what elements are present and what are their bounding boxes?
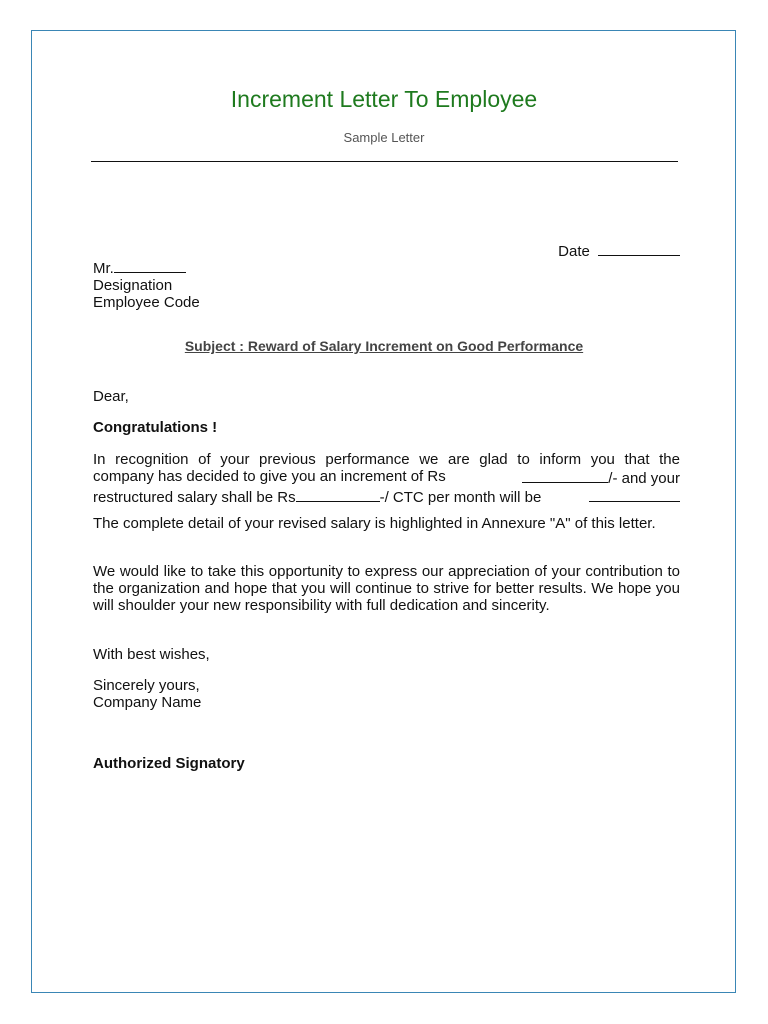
letter-subject: Subject : Reward of Salary Increment on Good Performance bbox=[184, 338, 584, 354]
page-border bbox=[31, 30, 736, 993]
paragraph-increment-line3 bbox=[93, 487, 680, 506]
increment-text-a: company has decided to give you an increment of Rs bbox=[93, 468, 446, 485]
salary-text-b: -/ CTC per month will be bbox=[379, 489, 542, 506]
closing-sincerely: Sincerely yours, bbox=[93, 677, 200, 694]
company-name: Company Name bbox=[93, 694, 202, 711]
date-field bbox=[558, 241, 680, 260]
recipient-name-label: Mr. bbox=[93, 260, 114, 277]
recipient-name-blank bbox=[114, 258, 186, 273]
salary-text-a: restructured salary shall be Rs bbox=[93, 489, 296, 506]
paragraph-increment-line2 bbox=[93, 468, 680, 487]
salutation: Dear, bbox=[93, 388, 129, 405]
best-wishes: With best wishes, bbox=[93, 646, 210, 663]
authorized-signatory: Authorized Signatory bbox=[93, 755, 245, 772]
document-title: Increment Letter To Employee bbox=[230, 86, 538, 112]
increment-text-b: /- and your bbox=[608, 470, 680, 487]
ctc-amount-blank bbox=[589, 487, 680, 502]
document-subtitle: Sample Letter bbox=[343, 130, 425, 145]
paragraph-increment-line1: In recognition of your previous performance we are glad to inform you that the bbox=[93, 451, 680, 468]
paragraph-increment bbox=[93, 451, 680, 506]
date-label: Date bbox=[558, 243, 590, 260]
date-blank bbox=[598, 241, 680, 256]
paragraph-appreciation: We would like to take this opportunity to express our appreciation of your contribution to the organization and hope that you will continue to strive for better results. We hope you will shoulder your new responsibility with full dedication and sincerity. bbox=[93, 563, 680, 614]
designation-label: Designation bbox=[93, 277, 173, 294]
increment-amount-blank bbox=[522, 468, 608, 483]
header-divider bbox=[91, 161, 678, 162]
recipient-address bbox=[93, 258, 200, 311]
employee-code-label: Employee Code bbox=[93, 294, 200, 311]
congratulations-text: Congratulations ! bbox=[93, 419, 218, 436]
salary-amount-blank bbox=[296, 487, 380, 502]
paragraph-annexure: The complete detail of your revised salary is highlighted in Annexure "A" of this letter. bbox=[93, 515, 656, 532]
recipient-name-line bbox=[93, 258, 200, 277]
